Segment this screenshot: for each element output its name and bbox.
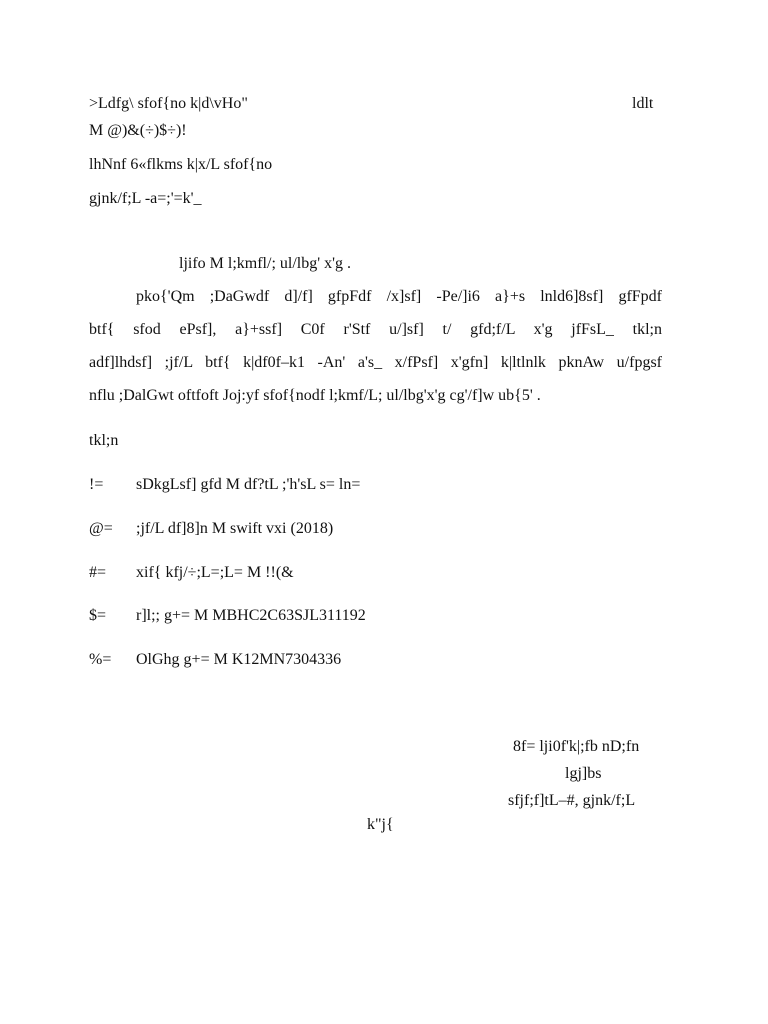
detail-text: sDkgLsf] gfd M df?tL ;'h'sL s= ln= xyxy=(136,476,361,493)
date-label: ldlt xyxy=(632,95,654,112)
detail-number: $= xyxy=(89,607,107,624)
date-value: M @)&(÷)$÷)! xyxy=(89,122,187,139)
detail-number: %= xyxy=(89,651,112,668)
recipient-line: >Ldfg\ sfof{no k|d\vHo" xyxy=(89,95,248,112)
body-line-4: nflu ;DalGwt oftfoft Joj:yf sfof{nodf l;kmf/L; ul/lbg'x'g cg'/f]w ub{5' . xyxy=(89,387,541,404)
detail-number: != xyxy=(89,476,104,493)
body-line-3: adf]lhdsf] ;jf/L btf{ k|df0f–k1 -An' a's_ x/fPsf] x'gfn] k|ltlnlk pknAw u/fpgsf xyxy=(89,354,662,371)
detail-text: xif{ kfj/÷;L=;L= M !!(& xyxy=(136,564,294,581)
detail-text: r]l;; g+= M MBHC2C63SJL311192 xyxy=(136,607,366,624)
signature-name: 8f= lji0f'k|;fb nD;fn xyxy=(513,738,640,755)
address-line-2: gjnk/f;L -a=;'=k'_ xyxy=(89,190,202,207)
details-heading: tkl;n xyxy=(89,432,119,449)
detail-number: #= xyxy=(89,564,107,581)
address-line-1: lhNnf 6«flkms k|x/L sfof{no xyxy=(89,156,273,173)
subject-line: ljifo M l;kmfl/; ul/lbg' x'g . xyxy=(179,255,351,272)
detail-number: @= xyxy=(89,520,113,537)
detail-text: ;jf/L df]8]n M swift vxi (2018) xyxy=(136,520,334,537)
signature-address: sfjf;f]tL–#, gjnk/f;L xyxy=(508,792,636,809)
footer-mark: k"j{ xyxy=(367,816,394,833)
signature-title: lgj]bs xyxy=(565,765,602,782)
detail-text: OlGhg g+= M K12MN7304336 xyxy=(136,651,342,668)
body-line-2: btf{ sfod ePsf], a}+ssf] C0f r'Stf u/]sf] t/ gfd;f/L x'g jfFsL_ tkl;n xyxy=(89,321,662,338)
body-line-1: pko{'Qm ;DaGwdf d]/f] gfpFdf /x]sf] -Pe/]i6 a}+s lnld6]8sf] gfFpdf xyxy=(136,288,662,305)
